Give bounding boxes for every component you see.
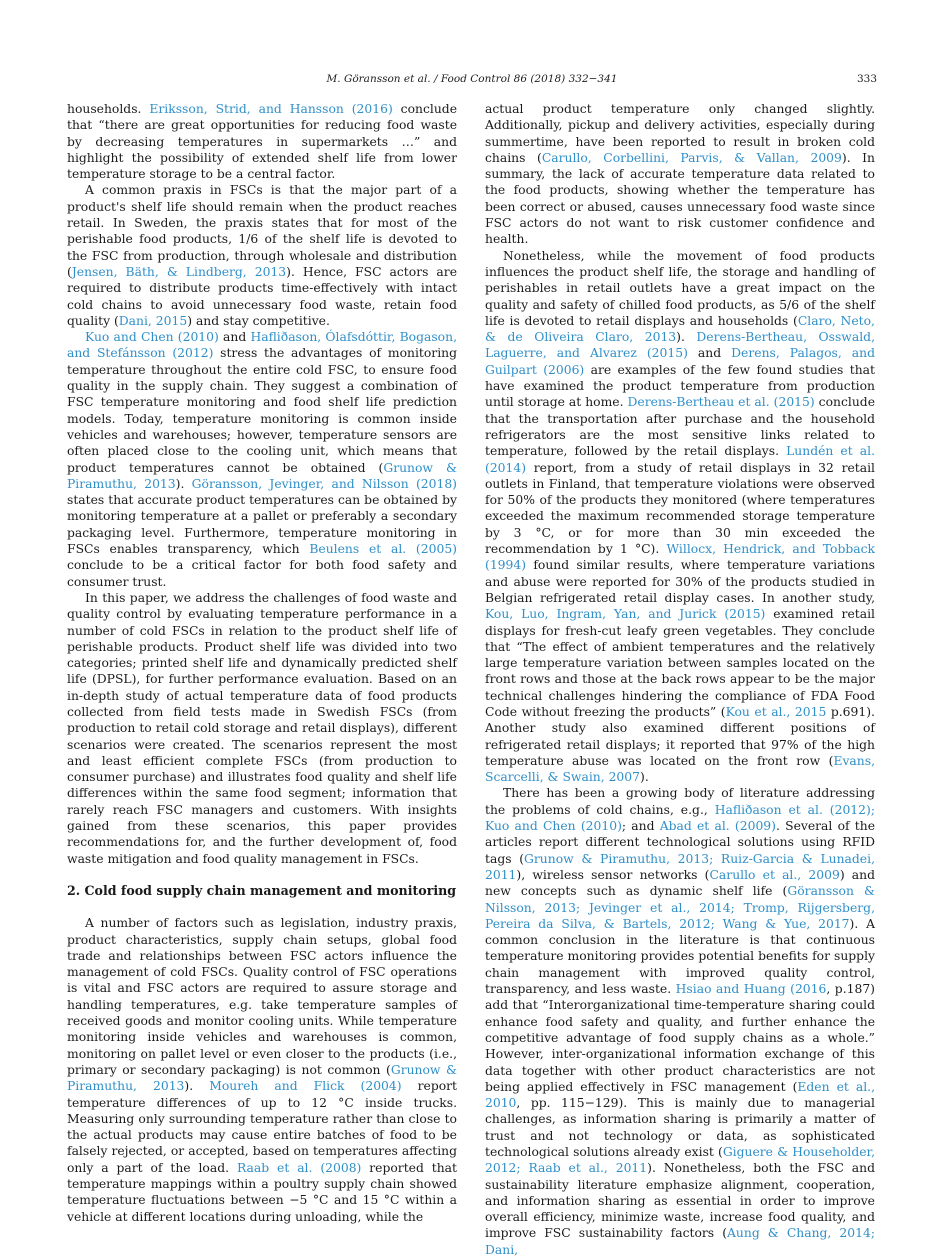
citation-link[interactable]: Evans, Scarcelli, & Swain, 2007 [485,753,875,785]
citation-link[interactable]: Hafliðason, Ólafsdóttir, Bogason, and Stefánsson (2012) [67,330,457,361]
paragraph [67,590,457,867]
body-text: are examples of the few found studies that have examined the product temperature from production until storage at home. [485,362,875,410]
citation-link[interactable]: Beulens et al. (2005) [309,542,457,557]
citation-link[interactable]: Aung & Chang, 2014; Dani, [485,1226,875,1257]
paragraph [67,101,457,182]
body-text: stress the advantages of monitoring temperature throughout the entire cold FSC, to ensure food quality in the supply chain. They suggest a combination of FSC temperature monitoring and food shelf life prediction models. Today, temperature monitoring is common inside vehicles and warehouses; however, temperature sensors are often placed close to the cooling unit, which means that product temperatures cannot be obtained ( [67,346,457,475]
journal-citation: M. Göransson et al. / Food Control 86 (2018) 332−341 [326,73,618,85]
citation-link[interactable]: Willocx, Hendrick, and Tobback (1994) [485,542,876,573]
paragraph [485,785,875,1258]
body-text: ). [676,330,697,345]
body-text: conclude to be a critical factor for both food safety and consumer trust. [67,558,457,589]
citation-link[interactable]: Grunow & Piramuthu, 2013 [67,460,457,491]
citation-link[interactable]: Carullo, Corbellini, Parvis, & Vallan, 2009 [541,150,842,165]
citation-link[interactable]: Kuo and Chen (2010) [85,330,219,345]
citation-link[interactable]: Lundén et al. (2014) [485,444,875,475]
body-text: ), wireless sensor networks ( [516,867,710,882]
body-text: states that accurate product temperatures can be obtained by monitoring temperature at a pallet or preferably a secondary packaging level. Furthermore, temperature monitoring in FSCs enables transparency, which [67,493,457,557]
citation-link[interactable]: Eden et al., 2010 [485,1079,875,1111]
body-text: A number of factors such as legislation, industry praxis, product characteristics, supply chain setups, global food trade and relationships between FSC actors influence the management of cold FSCs. Quality control of FSC operations is vital and FSC actors are required to assure storage and handling temperatures, e.g. take temperature samples of received goods and monitor cooling units. While temperature monitoring inside vehicles and warehouses is common, monitoring on pallet level or even closer to the products (i.e., primary or secondary packaging) is not common ( [67,916,457,1077]
body-text: and [687,346,732,361]
body-text: ; and [621,819,660,834]
body-text: , p.187) add that “Interorganizational time-temperature sharing could enhance food safety and quality, and further enhance the competitive advantage of food supply chains as a whole.” However, inter-organizational information exchange of this data together with other product characteristics are not being applied effectively in FSC management ( [485,982,875,1094]
citation-link[interactable]: Grunow & Piramuthu, 2013 [67,1062,457,1094]
citation-link[interactable]: Göransson, Jevinger, and Nilsson (2018) [191,476,457,491]
body-text: p.691). Another study also examined different positions of refrigerated retail displays; it reported that 97% of the high temperature abuse was located on the front row ( [485,704,875,768]
citation-link[interactable]: Grunow & Piramuthu, 2013; Ruiz-Garcia & Lunadei, 2011 [485,851,875,882]
citation-link[interactable]: Jensen, Bäth, & Lindberg, 2013 [71,264,287,279]
body-text: ) and stay competitive. [187,313,330,328]
citation-link[interactable]: Hafliðason et al. (2012); Kuo and Chen (2010) [485,802,875,834]
right-column [485,101,875,1258]
citation-link[interactable]: Abad et al. (2009) [659,819,776,834]
citation-link[interactable]: Claro, Neto, & de Oliveira Claro, 2013 [485,313,875,345]
citation-link[interactable]: Derens-Bertheau et al. (2015) [627,395,815,410]
body-text: households. [67,102,150,116]
paragraph [485,101,875,248]
paragraph [67,182,457,329]
body-text: reported that temperature mappings within a poultry supply chain showed temperature fluctuations between −5 °C and 15 °C within a vehicle at different locations during unloading, while the [67,1160,458,1224]
body-text: conclude that “there are great opportunities for reducing food waste by decreasing temperatures in supermarkets …” and highlight the possibility of extended shelf life from lower temperature storage to be a central factor. [67,102,457,182]
section-heading: 2. Cold food supply chain management and monitoring [67,882,457,898]
citation-link[interactable]: Moureh and Flick (2004) [209,1079,402,1094]
citation-link[interactable]: Kou et al., 2015 [725,704,827,719]
body-text: ). In summary, the lack of accurate temperature data related to the food products, showing whether the temperature has been correct or abused, causes unnecessary food waste since FSC actors do not want to risk customer confidence and health. [485,150,875,247]
body-text: ) and new concepts such as dynamic shelf life ( [485,867,876,899]
citation-link[interactable]: Hsiao and Huang (2016 [675,982,827,997]
citation-link[interactable]: Göransson & Nilsson, 2013; Jevinger et al., 2014; Tromp, Rijgersberg, Pereira da Silva, & Bartels, 2012; Wang & Yue, 2017 [485,884,875,931]
body-text: ). [184,1079,210,1094]
body-text: . Several of the articles report different technological solutions using RFID tags ( [485,819,876,866]
body-text: found similar results, where temperature variations and abuse were reported for 30% of the products studied in Belgian refrigerated retail display cases. In another study, [485,558,875,605]
left-column [67,101,457,1225]
body-text: ). [175,476,192,491]
body-text: ). A common conclusion in the literature is that continuous temperature monitoring provides potential benefits for supply chain management with improved quality control, transparency, and less waste. [485,916,876,997]
page-number: 333 [856,73,877,85]
body-text: , pp. 115−129). This is mainly due to managerial challenges, as information sharing is primarily a matter of trust and not technology or data, as sophisticated technological solutions already exist ( [485,1096,875,1159]
body-text: A common praxis in FSCs is that the major part of a product's shelf life should remain when the product reaches retail. In Sweden, the praxis states that for most of the perishable food products, 1/6 of the shelf life is devoted to the FSC from production, through wholesale and distribution ( [67,183,457,279]
citation-link[interactable]: Derens-Bertheau, Osswald, Laguerre, and Alvarez (2015) [485,330,875,361]
body-text: and [218,330,251,345]
body-text: actual product temperature only changed slightly. Additionally, pickup and delivery activities, especially during summertime, have been reported to result in broken cold chains ( [485,102,875,165]
citation-link[interactable]: Giguere & Householder, 2012; Raab et al., 2011 [485,1145,876,1176]
body-text: There has been a growing body of literature addressing the problems of cold chains, e.g., [485,786,875,817]
body-text: ). Nonetheless, both the FSC and sustainability literature emphasize alignment, cooperation, and information sharing as essential in order to improve overall efficiency, minimize waste, increase food quality, and improve FSC sustainability factors ( [485,1161,875,1241]
citation-link[interactable]: Dani, 2015 [118,313,188,328]
paragraph [67,329,457,590]
body-text: ). Hence, FSC actors are required to distribute products time-effectively with intact cold chains to avoid unnecessary food waste, retain food quality ( [67,264,457,328]
citation-link[interactable]: Kou, Luo, Ingram, Yan, and Jurick (2015) [485,607,766,622]
body-text: conclude that the transportation after purchase and the household refrigerators are the most sensitive links related to temperature, followed by the retail displays. [485,395,875,459]
paragraph [485,248,875,786]
running-head [67,73,877,89]
citation-link[interactable]: Derens, Palagos, and Guilpart (2006) [485,346,875,377]
body-text: Nonetheless, while the movement of food products influences the product shelf life, the storage and handling of perishables in retail outlets have a great impact on the quality and safety of chilled food products, as 5/6 of the shelf life is devoted to retail displays and households ( [485,248,875,328]
citation-link[interactable]: Carullo et al., 2009 [709,867,840,882]
body-text: ). [640,770,649,785]
body-text: In this paper, we address the challenges of food waste and quality control by evaluating temperature performance in a number of cold FSCs in relation to the product shelf life of perishable products. Product shelf life was divided into two categories; printed shelf life and dynamically predicted shelf life (DPSL), for further performance evaluation. Based on an in-depth study of actual temperature data of food products collected from field tests made in Swedish FSCs (from production to retail cold storage and retail displays), different scenarios were created. The scenarios represent the most and least efficient complete FSCs (from production to consumer purchase) and illustrates food quality and shelf life differences within the same food segment; information that rarely reach FSC managers and customers. With insights gained from these scenarios, this paper provides recommendations for, and the further development of, food waste mitigation and food quality management in FSCs. [67,590,457,866]
body-text: report temperature differences of up to 12 °C inside trucks. Measuring only surrounding temperature rather than close to the actual products may cause entire batches of food to be falsely rejected, or accepted, based on temperatures affecting only a part of the load. [67,1079,458,1175]
citation-link[interactable]: Eriksson, Strid, and Hansson (2016) [149,102,393,116]
body-text: report, from a study of retail displays in 32 retail outlets in Finland, that temperature violations were observed for 50% of the products they monitored (where temperatures exceeded the maximum recommended storage temperature by 3 °C, or for more than 30 min exceeded the recommendation by 1 °C). [485,460,875,557]
paragraph [67,915,457,1225]
body-text: examined retail displays for fresh-cut leafy green vegetables. They conclude that “The effect of ambient temperatures and the relatively large temperature variation between samples located on the front rows and those at the back rows appear to be the major technical challenges hindering the compliance of FDA Food Code without freezing the products” ( [485,607,875,719]
citation-link[interactable]: Raab et al. (2008) [236,1160,362,1175]
